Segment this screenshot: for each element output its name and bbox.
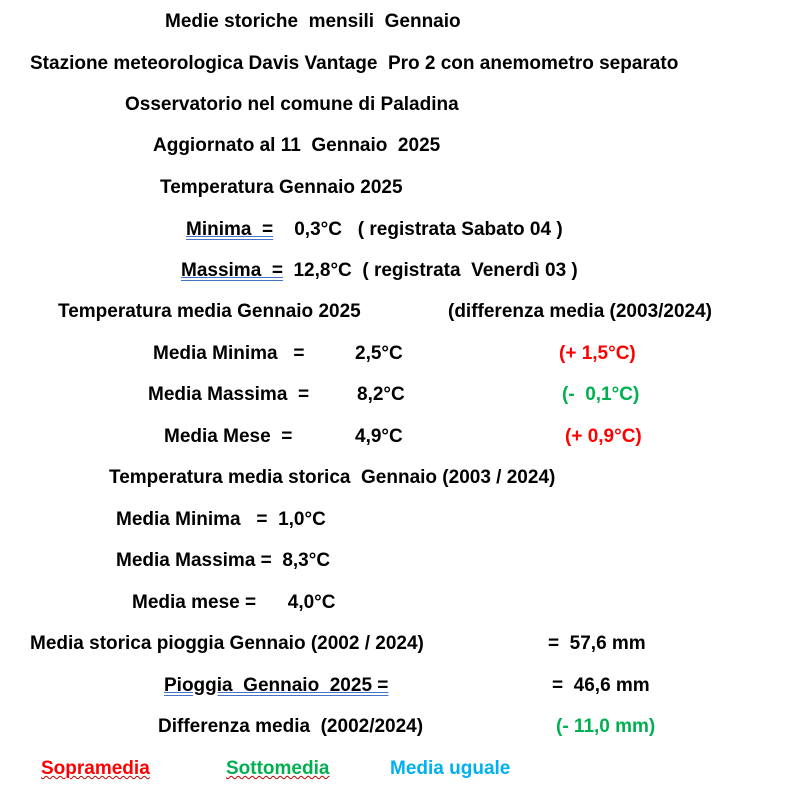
doc-title: Medie storiche mensili Gennaio	[165, 11, 461, 32]
min-temp-label: Minima =	[186, 219, 274, 240]
avg-min-diff: (+ 1,5°C)	[559, 343, 636, 364]
legend-media-uguale: Media uguale	[390, 758, 511, 779]
rain-historical-label: Media storica pioggia Gennaio (2002 / 2024)	[30, 633, 424, 654]
temp-2025-heading: Temperatura Gennaio 2025	[160, 177, 403, 198]
avg-month-label: Media Mese =	[164, 426, 293, 447]
avg-month-value: 4,9°C	[355, 426, 403, 447]
historical-heading: Temperatura media storica Gennaio (2003 / 2024)	[109, 467, 556, 488]
avg-min-label: Media Minima =	[153, 343, 305, 364]
legend-sopramedia: Sopramedia	[41, 758, 150, 779]
avg-max-label: Media Massima =	[148, 384, 310, 405]
avg-max-value: 8,2°C	[357, 384, 405, 405]
diff-heading: (differenza media (2003/2024)	[448, 301, 713, 322]
avg-2025-heading: Temperatura media Gennaio 2025	[58, 301, 361, 322]
historical-max: Media Massima = 8,3°C	[116, 550, 331, 571]
min-temp-row	[186, 218, 563, 242]
max-temp-value: 12,8°C ( registrata Venerdì 03 )	[293, 260, 578, 281]
rain-current-value: = 46,6 mm	[552, 675, 650, 696]
max-temp-row	[181, 259, 578, 283]
observatory-line: Osservatorio nel comune di Paladina	[125, 94, 459, 115]
rain-diff-value: (- 11,0 mm)	[556, 716, 656, 737]
updated-line: Aggiornato al 11 Gennaio 2025	[153, 135, 441, 156]
min-temp-value: 0,3°C ( registrata Sabato 04 )	[294, 219, 563, 240]
historical-month: Media mese = 4,0°C	[132, 592, 336, 613]
rain-diff-label: Differenza media (2002/2024)	[158, 716, 424, 737]
avg-month-diff: (+ 0,9°C)	[565, 426, 642, 447]
legend-sottomedia: Sottomedia	[226, 758, 330, 779]
max-temp-label: Massima =	[181, 260, 283, 281]
historical-min: Media Minima = 1,0°C	[116, 509, 326, 530]
rain-historical-value: = 57,6 mm	[548, 633, 646, 654]
avg-min-value: 2,5°C	[355, 343, 403, 364]
station-line: Stazione meteorologica Davis Vantage Pro 2 con anemometro separato	[30, 53, 679, 74]
rain-current-label: Pioggia Gennaio 2025 =	[164, 675, 389, 696]
avg-max-diff: (- 0,1°C)	[562, 384, 640, 405]
